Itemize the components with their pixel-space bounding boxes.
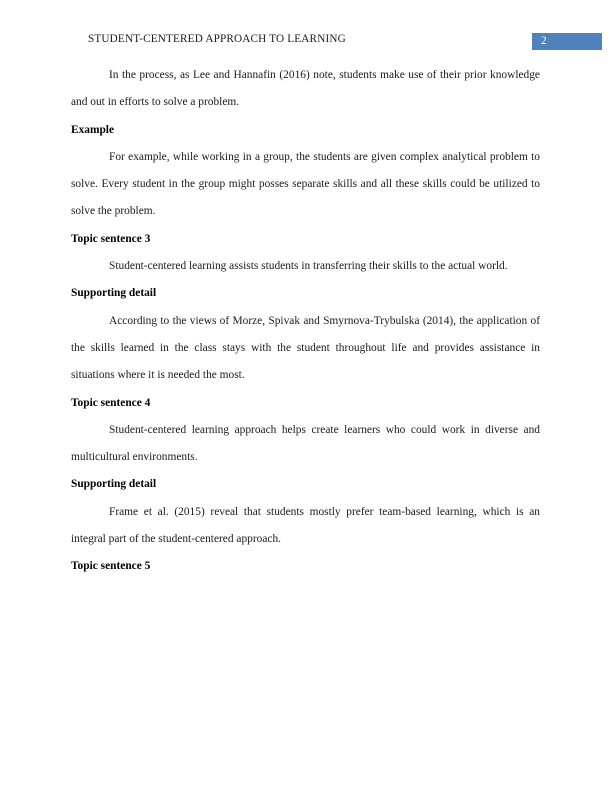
paragraph-example: For example, while working in a group, the students are given complex analytical problem to solve. Every student in the group might posses separate skills and all these skills could be utilized to solve the problem. [71,150,540,218]
document-body [71,62,540,581]
heading-example: Example [71,123,115,136]
paragraph-topic-sentence-4: Student-centered learning approach helps create learners who could work in diverse and multicultural environments. [71,423,540,464]
heading-supporting-detail-2: Supporting detail [71,478,157,491]
heading-supporting-detail-1: Supporting detail [71,287,157,300]
page-number-badge [532,33,602,50]
paragraph-intro: In the process, as Lee and Hannafin (2016) note, students make use of their prior knowledge and out in efforts to solve a problem. [71,69,540,109]
heading-topic-sentence-3: Topic sentence 3 [71,232,151,245]
running-head-title: STUDENT-CENTERED APPROACH TO LEARNING [88,33,346,45]
document-header [0,0,612,62]
heading-topic-sentence-5: Topic sentence 5 [71,560,151,573]
paragraph-topic-sentence-3: Student-centered learning assists students in transferring their skills to the actual world. [109,260,508,273]
page-number: 2 [541,35,547,47]
paragraph-supporting-detail-2: Frame et al. (2015) reveal that students mostly prefer team-based learning, which is an integral part of the student-centered approach. [71,505,540,546]
paragraph-supporting-detail-1: According to the views of Morze, Spivak and Smyrnova-Trybulska (2014), the application of the skills learned in the class stays with the student throughout life and provides assistance in situations where it is needed the most. [71,314,540,382]
heading-topic-sentence-4: Topic sentence 4 [71,396,151,409]
